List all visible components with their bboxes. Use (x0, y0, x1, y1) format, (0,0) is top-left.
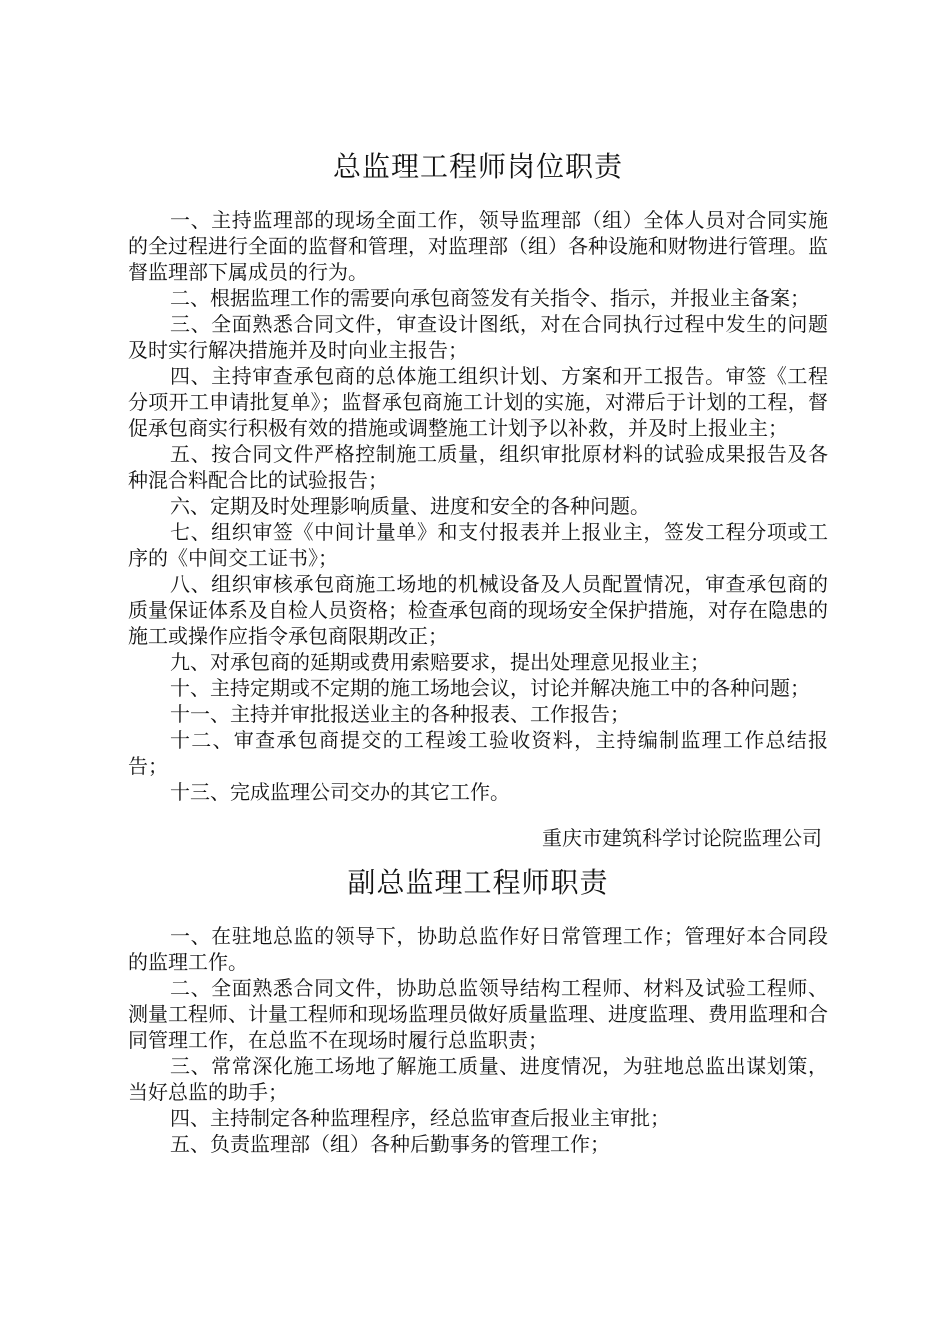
section1-item: 六、定期及时处理影响质量、进度和安全的各种问题。 (170, 494, 650, 518)
section2-body (128, 923, 828, 1157)
section1-item: 九、对承包商的延期或费用索赔要求，提出处理意见报业主； (170, 650, 710, 674)
section2-title: 副总监理工程师职责 (347, 866, 609, 899)
section1-item: 一、主持监理部的现场全面工作，领导监理部（组）全体人员对合同实施的全过程进行全面的监督和管理，对监理部（组）各种设施和财物进行管理。监督监理部下属成员的行为。 (128, 208, 828, 284)
section1-item: 二、根据监理工作的需要向承包商签发有关指令、指示，并报业主备案； (170, 286, 810, 310)
section2-item: 三、常常深化施工场地了解施工质量、进度情况，为驻地总监出谋划策，当好总监的助手； (128, 1054, 828, 1104)
section1-item: 十二、审查承包商提交的工程竣工验收资料，主持编制监理工作总结报告； (128, 728, 828, 778)
section1-item: 五、按合同文件严格控制施工质量，组织审批原材料的试验成果报告及各种混合料配合比的试验报告； (128, 442, 828, 492)
company-signature: 重庆市建筑科学讨论院监理公司 (542, 826, 822, 850)
section1-item: 十一、主持并审批报送业主的各种报表、工作报告； (170, 702, 630, 726)
section2-item: 一、在驻地总监的领导下，协助总监作好日常管理工作；管理好本合同段的监理工作。 (128, 924, 828, 974)
document-page (128, 0, 828, 1157)
section1-item: 十三、完成监理公司交办的其它工作。 (170, 780, 510, 804)
section1-item: 三、全面熟悉合同文件，审查设计图纸，对在合同执行过程中发生的问题及时实行解决措施并及时向业主报告； (128, 312, 828, 362)
section2-item: 四、主持制定各种监理程序，经总监审查后报业主审批； (170, 1106, 670, 1130)
section2-item: 五、负责监理部（组）各种后勤事务的管理工作； (170, 1132, 610, 1156)
section1-item: 七、组织审签《中间计量单》和支付报表并上报业主，签发工程分项或工序的《中间交工证书》； (128, 520, 828, 570)
section1-title: 总监理工程师岗位职责 (332, 150, 623, 183)
section1-item: 十、主持定期或不定期的施工场地会议，讨论并解决施工中的各种问题； (170, 676, 810, 700)
section1-item: 四、主持审查承包商的总体施工组织计划、方案和开工报告。审签《工程分项开工申请批复单》；监督承包商施工计划的实施，对滞后于计划的工程，督促承包商实行积极有效的措施或调整施工计划予以补救，并及时上报业主； (128, 364, 828, 440)
section2-item: 二、全面熟悉合同文件，协助总监领导结构工程师、材料及试验工程师、测量工程师、计量工程师和现场监理员做好质量监理、进度监理、费用监理和合同管理工作，在总监不在现场时履行总监职责； (128, 976, 828, 1052)
section1-item: 八、组织审核承包商施工场地的机械设备及人员配置情况，审查承包商的质量保证体系及自检人员资格；检查承包商的现场安全保护措施，对存在隐患的施工或操作应指令承包商限期改正； (128, 572, 828, 648)
section1-body (128, 207, 828, 805)
